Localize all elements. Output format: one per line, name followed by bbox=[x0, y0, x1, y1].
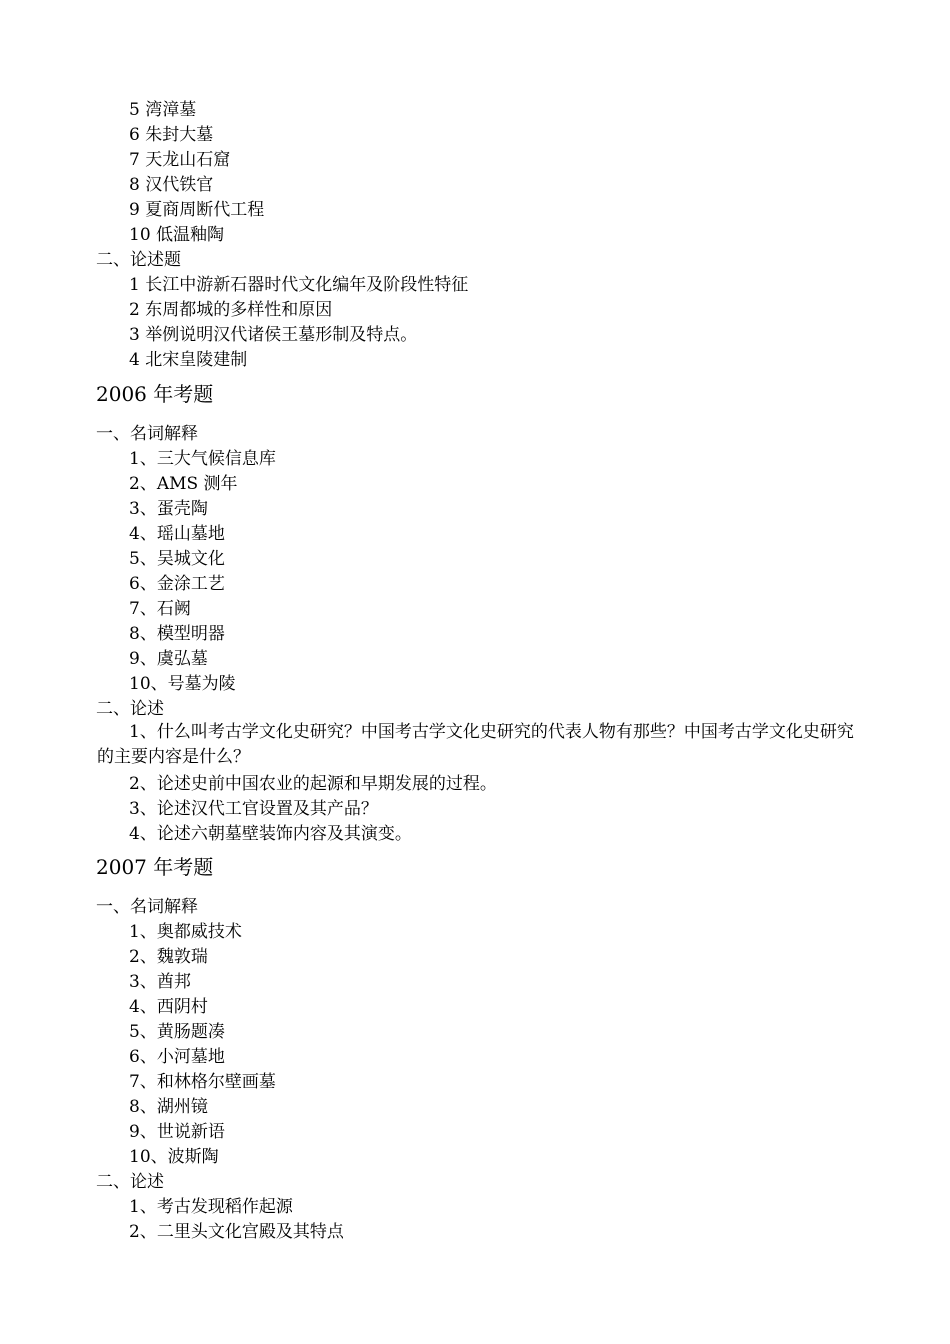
term-item: 2、魏敦瑞 bbox=[129, 947, 208, 967]
term-item: 6 朱封大墓 bbox=[129, 125, 214, 145]
term-item: 8、湖州镜 bbox=[129, 1097, 208, 1117]
section-title: 二、论述 bbox=[96, 1172, 164, 1192]
term-item: 4、瑶山墓地 bbox=[129, 524, 225, 544]
essay-item: 4、论述六朝墓壁装饰内容及其演变。 bbox=[129, 824, 412, 844]
section-title: 二、论述 bbox=[96, 699, 164, 719]
essay-item: 2 东周都城的多样性和原因 bbox=[129, 300, 333, 320]
essay-item: 3、论述汉代工官设置及其产品？ bbox=[129, 799, 378, 819]
term-item: 10、号墓为陵 bbox=[129, 674, 236, 694]
essay-paragraph: 1、什么叫考古学文化史研究？中国考古学文化史研究的代表人物有那些？中国考古学文化史研究的主要内容是什么？ bbox=[97, 722, 854, 767]
term-item: 10 低温釉陶 bbox=[129, 225, 225, 245]
essay-item: 4 北宋皇陵建制 bbox=[129, 350, 248, 370]
term-item: 7 天龙山石窟 bbox=[129, 150, 231, 170]
term-item: 8、模型明器 bbox=[129, 624, 225, 644]
term-item: 7、石阙 bbox=[129, 599, 191, 619]
term-item: 9、虞弘墓 bbox=[129, 649, 208, 669]
term-item: 5 湾漳墓 bbox=[129, 100, 197, 120]
term-item: 6、小河墓地 bbox=[129, 1047, 225, 1067]
section-title: 一、名词解释 bbox=[96, 897, 198, 917]
essay-item: 1 长江中游新石器时代文化编年及阶段性特征 bbox=[129, 275, 469, 295]
term-item: 6、金涂工艺 bbox=[129, 574, 225, 594]
term-item: 2、AMS 测年 bbox=[129, 474, 238, 494]
essay-item: 2、二里头文化宫殿及其特点 bbox=[129, 1222, 344, 1242]
term-item: 3、蛋壳陶 bbox=[129, 499, 208, 519]
year-heading-2007: 2007 年考题 bbox=[96, 855, 214, 879]
term-item: 5、吴城文化 bbox=[129, 549, 225, 569]
year-heading-2006: 2006 年考题 bbox=[96, 382, 214, 406]
term-item: 9 夏商周断代工程 bbox=[129, 200, 265, 220]
term-item: 9、世说新语 bbox=[129, 1122, 225, 1142]
section-title: 二、论述题 bbox=[96, 250, 181, 270]
essay-item: 1、考古发现稻作起源 bbox=[129, 1197, 293, 1217]
term-item: 10、波斯陶 bbox=[129, 1147, 219, 1167]
term-item: 4、西阴村 bbox=[129, 997, 208, 1017]
term-item: 5、黄肠题凑 bbox=[129, 1022, 225, 1042]
term-item: 7、和林格尔壁画墓 bbox=[129, 1072, 276, 1092]
term-item: 1、奥都威技术 bbox=[129, 922, 242, 942]
essay-item: 3 举例说明汉代诸侯王墓形制及特点。 bbox=[129, 325, 418, 345]
term-item: 8 汉代铁官 bbox=[129, 175, 214, 195]
term-item: 1、三大气候信息库 bbox=[129, 449, 276, 469]
essay-item: 2、论述史前中国农业的起源和早期发展的过程。 bbox=[129, 774, 497, 794]
section-title: 一、名词解释 bbox=[96, 424, 198, 444]
term-item: 3、酋邦 bbox=[129, 972, 191, 992]
